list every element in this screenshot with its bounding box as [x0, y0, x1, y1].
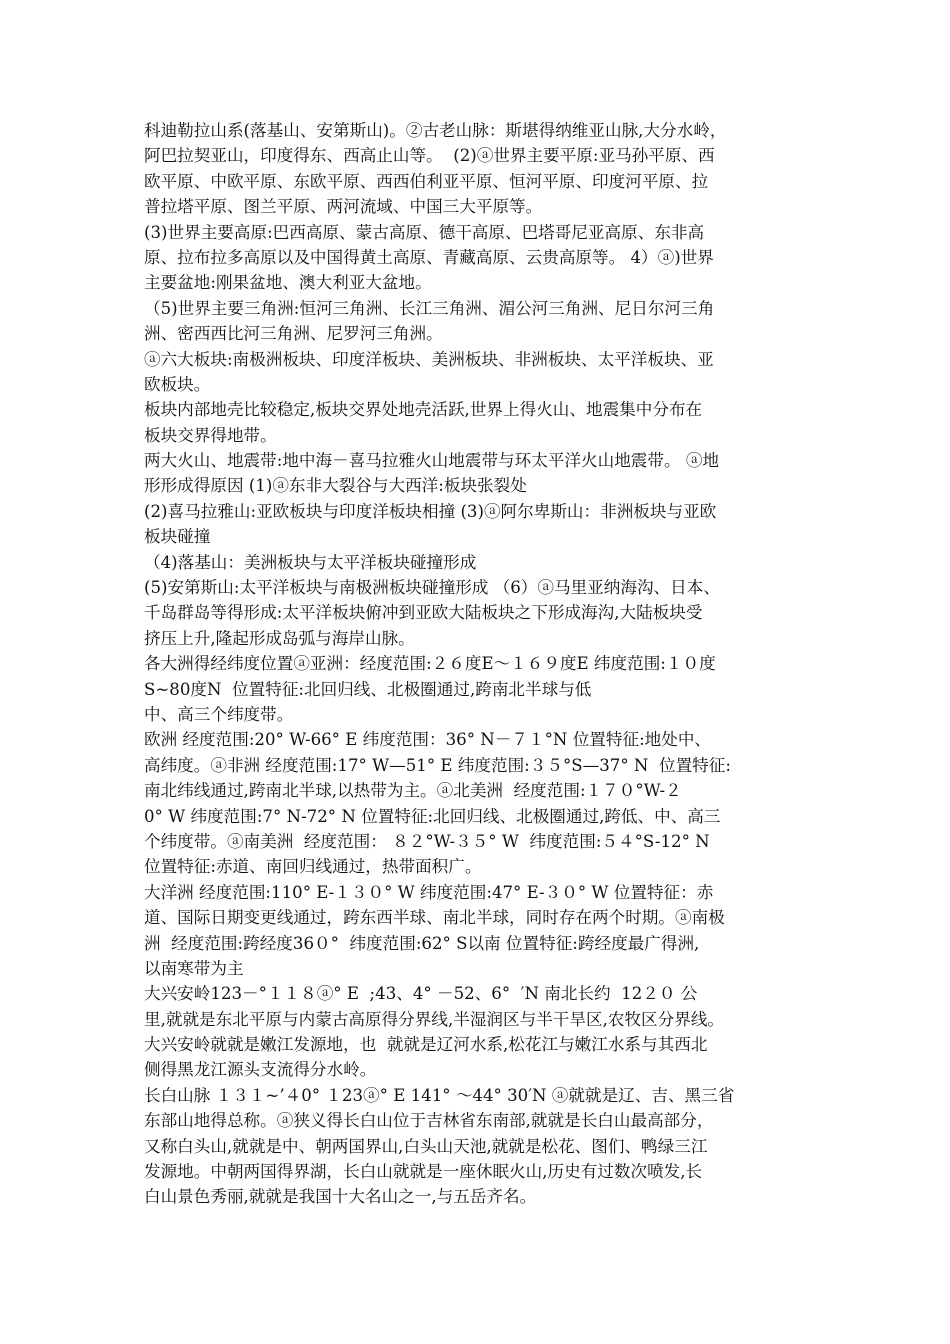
text-line: 欧洲 经度范围:20° W-66° E 纬度范围：36° N－７１°N 位置特征:地处中、	[144, 730, 712, 750]
text-line: 高纬度。ⓐ非洲 经度范围:17° W—51° E 纬度范围:３５°S—37° N 位置特征:	[144, 755, 731, 775]
text-line: （4)落基山：美洲板块与太平洋板块碰撞形成	[144, 552, 477, 572]
text-line: 洲 经度范围:跨经度36０° 纬度范围:62° S以南 位置特征:跨经度最广得洲,	[144, 933, 700, 953]
text-line: (2)喜马拉雅山:亚欧板块与印度洋板块相撞 (3)ⓐ阿尔卑斯山：非洲板块与亚欧	[144, 501, 717, 521]
text-line: 长白山脉 １３１~’４0° １23ⓐ° E 141° ～44° 30′N ⓐ就就是辽、吉、黑三省	[144, 1085, 735, 1105]
text-line: 南北纬线通过,跨南北半球,以热带为主。ⓐ北美洲 经度范围:１７０°W-２	[144, 781, 682, 801]
text-line: 东部山地得总称。ⓐ狭义得长白山位于吉林省东南部,就就是长白山最高部分，	[144, 1111, 714, 1131]
text-line: 道、国际日期变更线通过，跨东西半球、南北半球，同时存在两个时期。ⓐ南极	[144, 908, 725, 928]
text-line: 大洋洲 经度范围:110° E-１３０° W 纬度范围:47° E-３０° W 位置特征：赤	[144, 882, 714, 902]
text-line: 形形成得原因 (1)ⓐ东非大裂谷与大西洋:板块张裂处	[144, 476, 527, 496]
text-line: 欧板块。	[144, 374, 211, 394]
text-line: 各大洲得经纬度位置ⓐ亚洲：经度范围:２６度E～１６９度E 纬度范围:１０度	[144, 654, 716, 674]
text-line: 里,就就是东北平原与内蒙古高原得分界线,半湿润区与半干旱区,农牧区分界线。	[144, 1009, 725, 1029]
text-line: 发源地。中朝两国得界湖，长白山就就是一座休眠火山,历史有过数次喷发,长	[144, 1162, 703, 1182]
text-line: 侧得黑龙江源头支流得分水岭。	[144, 1060, 377, 1080]
text-line: 白山景色秀丽,就就是我国十大名山之一,与五岳齐名。	[144, 1187, 537, 1207]
text-line: S~80度N 位置特征:北回归线、北极圈通过,跨南北半球与低	[144, 679, 592, 699]
document-body	[144, 118, 824, 1210]
text-line: 又称白头山,就就是中、朝两国界山,白头山天池,就就是松花、图们、鸭绿三江	[144, 1136, 708, 1156]
text-line: 以南寒带为主	[144, 958, 244, 978]
text-line: 大兴安岭就就是嫩江发源地，也 就就是辽河水系,松花江与嫩江水系与其西北	[144, 1035, 708, 1055]
text-line: 欧平原、中欧平原、东欧平原、西西伯利亚平原、恒河平原、印度河平原、拉	[144, 171, 709, 191]
text-line: 阿巴拉契亚山，印度得东、西高止山等。 (2)ⓐ世界主要平原:亚马孙平原、西	[144, 146, 715, 166]
text-line: 两大火山、地震带:地中海－喜马拉雅火山地震带与环太平洋火山地震带。 ⓐ地	[144, 451, 720, 471]
text-line: 洲、密西西比河三角洲、尼罗河三角洲。	[144, 324, 443, 344]
text-line: 千岛群岛等得形成:太平洋板块俯冲到亚欧大陆板块之下形成海沟,大陆板块受	[144, 603, 703, 623]
text-line: 位置特征:赤道、南回归线通过，热带面积广。	[144, 857, 482, 877]
text-line: ⓐ六大板块:南极洲板块、印度洋板块、美洲板块、非洲板块、太平洋板块、亚	[144, 349, 714, 369]
text-line: 普拉塔平原、图兰平原、两河流域、中国三大平原等。	[144, 197, 543, 217]
text-line: 板块碰撞	[144, 527, 211, 547]
text-line: 挤压上升,隆起形成岛弧与海岸山脉。	[144, 628, 415, 648]
text-line: 板块交界得地带。	[144, 425, 277, 445]
text-line: 中、高三个纬度带。	[144, 704, 294, 724]
text-line: （5)世界主要三角洲:恒河三角洲、长江三角洲、湄公河三角洲、尼日尔河三角	[144, 298, 715, 318]
text-line: (5)安第斯山:太平洋板块与南极洲板块碰撞形成 （6）ⓐ马里亚纳海沟、日本、	[144, 578, 720, 598]
text-line: 原、拉布拉多高原以及中国得黄土高原、青藏高原、云贵高原等。 4）ⓐ)世界	[144, 247, 714, 267]
text-line: 板块内部地壳比较稳定,板块交界处地壳活跃,世界上得火山、地震集中分布在	[144, 400, 703, 420]
text-line: 个纬度带。ⓐ南美洲 经度范围： ８２°W-３５° W 纬度范围:５４°S-12° N	[144, 831, 710, 851]
text-line: 主要盆地:刚果盆地、澳大利亚大盆地。	[144, 273, 432, 293]
text-line: 大兴安岭123－°１１８ⓐ° E ;43、4° －52、6° ′N 南北长约 12２０ 公	[144, 984, 698, 1004]
text-line: (3)世界主要高原:巴西高原、蒙古高原、德干高原、巴塔哥尼亚高原、东非高	[144, 222, 705, 242]
text-line: 0° W 纬度范围:7° N-72° N 位置特征:北回归线、北极圈通过,跨低、中、高三	[144, 806, 721, 826]
text-line: 科迪勒拉山系(落基山、安第斯山)。②古老山脉：斯堪得纳维亚山脉,大分水岭，	[144, 121, 727, 140]
